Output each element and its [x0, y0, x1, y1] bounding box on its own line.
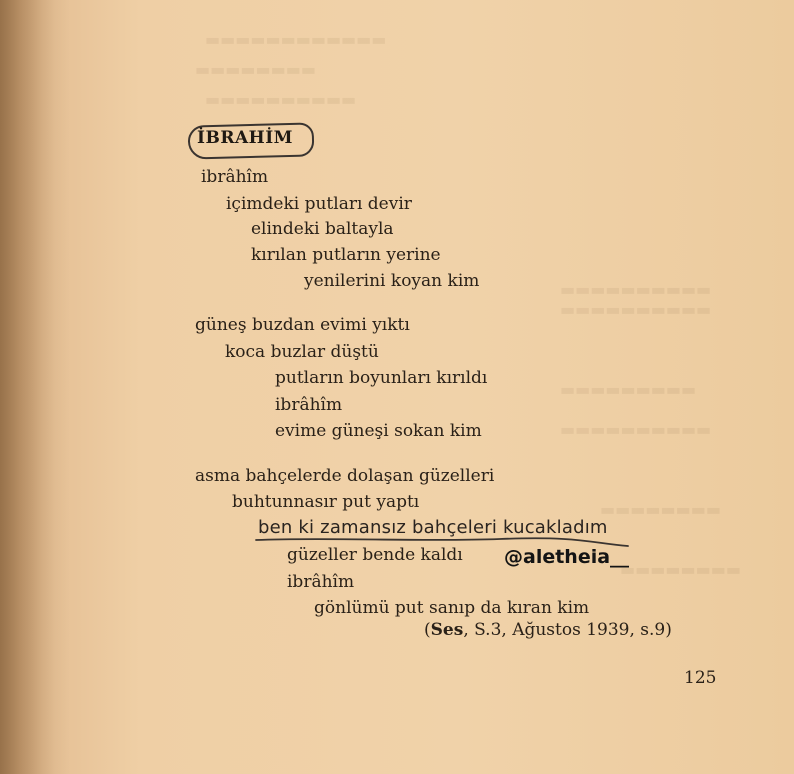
poem-line: koca buzlar düştü [225, 342, 379, 362]
poem-line-handwritten-emphasis: ben ki zamansız bahçeleri kucakladım [258, 517, 608, 538]
poem-line: içimdeki putları devir [226, 194, 412, 214]
bleed-through-text: ▬▬▬▬▬▬▬▬▬▬▬▬ ▬▬▬▬▬▬▬▬ ▬▬▬▬▬▬▬▬▬▬ ▬▬▬▬▬▬▬▬▬▬ ▬▬▬▬▬▬▬▬▬▬ ▬▬▬▬▬▬▬▬▬ ▬▬▬▬▬▬▬▬▬▬ ▬▬▬▬▬▬▬▬ ▬▬▬▬▬▬▬▬ [195, 30, 741, 579]
poem-line: asma bahçelerde dolaşan güzelleri [195, 466, 495, 486]
poem-line: güneş buzdan evimi yıktı [195, 315, 410, 335]
poem-line: evime güneşi sokan kim [275, 421, 482, 441]
poem-line: kırılan putların yerine [251, 245, 441, 265]
poem-line: yenilerini koyan kim [304, 271, 480, 291]
citation-open: ( [424, 620, 431, 640]
poem-title: İBRAHİM [197, 128, 293, 148]
poem-line: güzeller bende kaldı [287, 545, 463, 565]
watermark: @aletheia__ [504, 546, 630, 568]
citation-source: Ses [430, 620, 464, 640]
page-number: 125 [684, 668, 717, 688]
poem-line: elindeki baltayla [251, 219, 394, 239]
poem-line: ibrâhîm [201, 167, 269, 187]
poem-line: ibrâhîm [275, 395, 343, 415]
poem-line: buhtunnasır put yaptı [232, 492, 420, 512]
poem-line: putların boyunları kırıldı [275, 368, 488, 388]
poem-line: ibrâhîm [287, 572, 355, 592]
citation-details: , S.3, Ağustos 1939, s.9) [463, 620, 672, 640]
poem-line: gönlümü put sanıp da kıran kim [314, 598, 590, 618]
citation [424, 620, 672, 640]
